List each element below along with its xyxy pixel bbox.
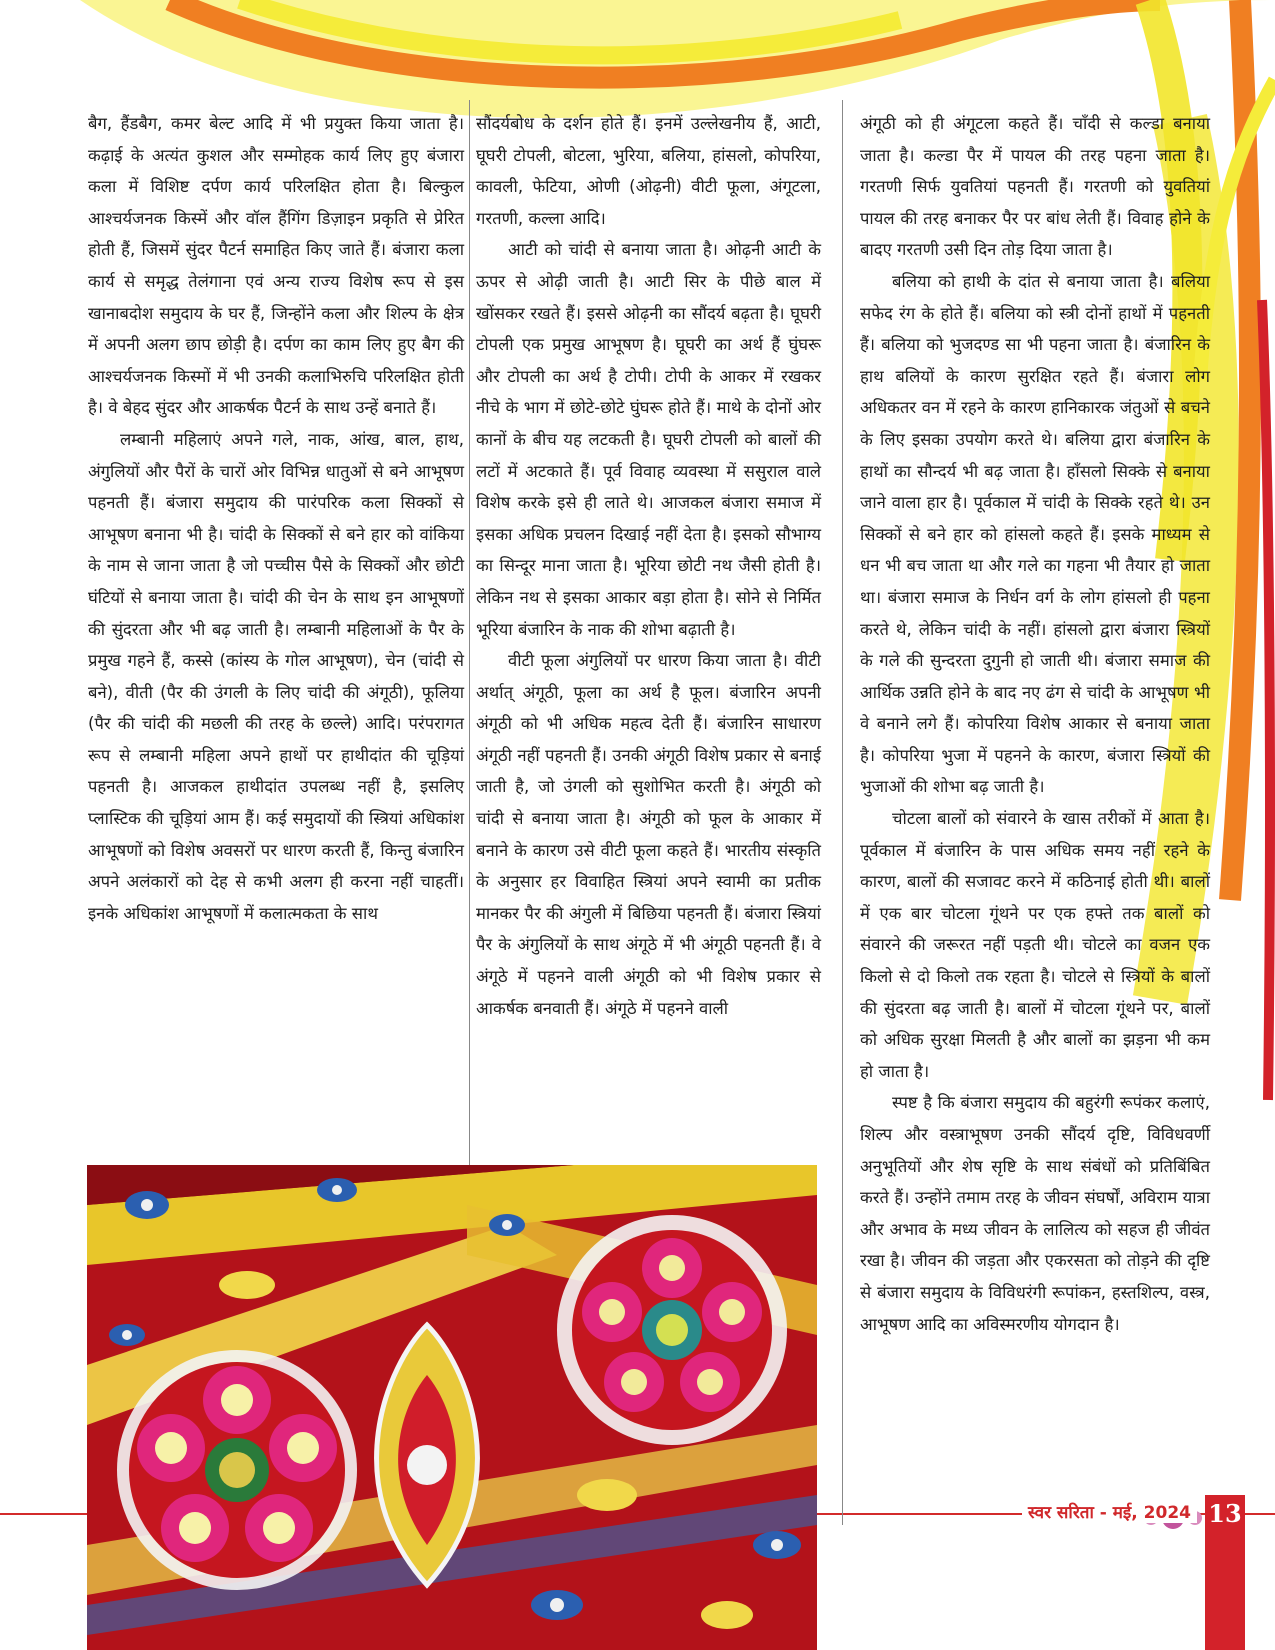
article-column-3 [860, 108, 1210, 1340]
column-divider [842, 100, 843, 1525]
column-divider [469, 100, 470, 1165]
paragraph: बलिया को हाथी के दांत से बनाया जाता है। बलिया सफेद रंग के होते हैं। बलिया को स्त्री दोनों हाथों में पहनती हैं। बलिया को भुजदण्ड सा भी पहना जाता है। बंजारिन के हाथ बलियों के कारण सुरक्षित रहते हैं। बंजारा लोग अधिकतर वन में रहने के कारण हानिकारक जंतुओं से बचने के लिए इसका उपयोग करते थे। बलिया द्वारा बंजारिन के हाथों का सौन्दर्य भी बढ़ जाता है। हाँसलो सिक्के से बनाया जाने वाला हार है। पूर्वकाल में चांदी के सिक्के रहते थे। उन सिक्कों से बने हार को हांसलो कहते हैं। इसके माध्यम से धन भी बच जाता था और गले का गहना भी तैयार हो जाता था। बंजारा समाज के निर्धन वर्ग के लोग हांसलो ही पहना करते थे, लेकिन चांदी के नहीं। हांसलो द्वारा बंजारा स्त्रियों के गले की सुन्दरता दुगुनी हो जाती थी। बंजारा समाज की आर्थिक उन्नति होने के बाद नए ढंग से चांदी के आभूषण भी वे बनाने लगे हैं। कोपरिया विशेष आकार से बनाया जाता है। कोपरिया भुजा में पहनने के कारण, बंजारा स्त्रियों की भुजाओं की शोभा बढ़ जाती है। [860, 271, 1210, 797]
paragraph: बैग, हैंडबैग, कमर बेल्ट आदि में भी प्रयुक्त किया जाता है। कढ़ाई के अत्यंत कुशल और सम्मोहक कार्य लिए हुए बंजारा कला में विशिष्ट दर्पण कार्य परिलक्षित होता है। बिल्कुल आश्चर्यजनक किस्में और वॉल हैंगिंग डिज़ाइन प्रकृति से प्रेरित होती हैं, जिसमें सुंदर पैटर्न समाहित किए जाते हैं। बंजारा कला कार्य से समृद्ध तेलंगाना एवं अन्य राज्य विशेष रूप से इस खानाबदोश समुदाय के घर हैं, जिन्होंने कला और शिल्प के क्षेत्र में अपनी अलग छाप छोड़ी है। दर्पण का काम लिए हुए बैग की आश्चर्यजनक किस्मों में भी उनकी कलाभिरुचि परिलक्षित होती है। वे बेहद सुंदर और आकर्षक पैटर्न के साथ उन्हें बनाते हैं। [88, 114, 464, 418]
embroidery-photo [87, 1165, 817, 1650]
paragraph: वीटी फूला अंगुलियों पर धारण किया जाता है। वीटी अर्थात् अंगूठी, फूला का अर्थ है फूल। बंजारिन अपनी अंगूठी को भी अधिक महत्व देती हैं। बंजारिन साधारण अंगूठी नहीं पहनती हैं। उनकी अंगूठी विशेष प्रकार से बनाई जाती है, जो उंगली को सुशोभित करती है। अंगूठी को चांदी से बनाया जाता है। अंगूठी को फूल के आकार में बनाने के कारण उसे वीटी फूला कहते हैं। भारतीय संस्कृति के अनुसार हर विवाहित स्त्रियां अपने स्वामी का प्रतीक मानकर पैर की अंगुली में बिछिया पहनती हैं। बंजारा स्त्रियां पैर के अंगुलियों के साथ अंगूठे में भी अंगूठी पहनती हैं। वे अंगूठे में पहनने वाली अंगूठी को भी विशेष प्रकार से आकर्षक बनवाती हैं। अंगूठे में पहनने वाली [476, 651, 821, 1018]
article-column-2 [476, 108, 821, 1024]
paragraph: सौंदर्यबोध के दर्शन होते हैं। इनमें उल्लेखनीय हैं, आटी, घूघरी टोपली, बोटला, भुरिया, बलिया, हांसलो, कोपरिया, कावली, फेटिया, ओणी (ओढ़नी) वीटी फूला, अंगूटला, गरतणी, कल्ला आदि। [476, 114, 821, 228]
paragraph: स्पष्ट है कि बंजारा समुदाय की बहुरंगी रूपंकर कलाएं, शिल्प और वस्त्राभूषण उनकी सौंदर्य दृष्टि, विविधवर्णी अनुभूतियों और शेष सृष्टि के साथ संबंधों को प्रतिबिंबित करते हैं। उन्होंने तमाम तरह के जीवन संघर्षों, अविराम यात्रा और अभाव के मध्य जीवन के लालित्य को सहज ही जीवंत रखा है। जीवन की जड़ता और एकरसता को तोड़ने की दृष्टि से बंजारा समुदाय के विविधरंगी रूपांकन, हस्तशिल्प, वस्त्र, आभूषण आदि का अविस्मरणीय योगदान है। [860, 1093, 1210, 1334]
article-column-1 [88, 108, 464, 929]
paragraph: लम्बानी महिलाएं अपने गले, नाक, आंख, बाल, हाथ, अंगुलियों और पैरों के चारों ओर विभिन्न धातुओं से बने आभूषण पहनती हैं। बंजारा समुदाय की पारंपरिक कला सिक्कों से आभूषण बनाना भी है। चांदी के सिक्कों से बने हार को वांकिया के नाम से जाना जाता है जो पच्चीस पैसे के सिक्कों और छोटी घंटियों से बनाया जाता है। चांदी की चेन के साथ इन आभूषणों की सुंदरता और भी बढ़ जाती है। लम्बानी महिलाओं के पैर के प्रमुख गहने हैं, कस्से (कांस्य के गोल आभूषण), चेन (चांदी से बने), वीती (पैर की उंगली के लिए चांदी की अंगूठी), फूलिया (पैर की चांदी की मछली की तरह के छल्ले) आदि। परंपरागत रूप से लम्बानी महिला अपने हाथों पर हाथीदांत की चूड़ियां पहनती है। आजकल हाथीदांत उपलब्ध नहीं है, इसलिए प्लास्टिक की चूड़ियां आम हैं। कई समुदायों की स्त्रियां अधिकांश आभूषणों को विशेष अवसरों पर धारण करती हैं, किन्तु बंजारिन अपने अलंकारों को देह से कभी अलग ही करना नहीं चाहतीं। इनके अधिकांश आभूषणों में कलात्मकता के साथ [88, 429, 464, 923]
paragraph: चोटला बालों को संवारने के खास तरीकों में आता है। पूर्वकाल में बंजारिन के पास अधिक समय नहीं रहने के कारण, बालों की सजावट करने में कठिनाई होती थी। बालों में एक बार चोटला गूंथने पर एक हफ्ते तक बालों को संवारने की जरूरत नहीं पड़ती थी। चोटले का वजन एक किलो से दो किलो तक रहता है। चोटले से स्त्रियों के बालों की सुंदरता बढ़ जाती है। बालों में चोटला गूंथने पर, बालों को अधिक सुरक्षा मिलती है और बालों का झड़ना भी कम हो जाता है। [860, 809, 1210, 1081]
paragraph: आटी को चांदी से बनाया जाता है। ओढ़नी आटी के ऊपर से ओढ़ी जाती है। आटी सिर के पीछे बाल में खोंसकर रखते हैं। इससे ओढ़नी का सौंदर्य बढ़ता है। घूघरी टोपली एक प्रमुख आभूषण है। घूघरी का अर्थ हैं घुंघरू और टोपली का अर्थ है टोपी। टोपी के आकर में रखकर नीचे के भाग में छोटे-छोटे घुंघरू होते हैं। माथे के दोनों ओर कानों के बीच यह लटकती है। घूघरी टोपली को बालों की लटों में अटकाते हैं। पूर्व विवाह व्यवस्था में ससुराल वाले विशेष करके इसे ही लाते थे। आजकल बंजारा समाज में इसका अधिक प्रचलन दिखाई नहीं देता है। इसको सौभाग्य का सिन्दूर माना जाता है। भूरिया छोटी नथ जैसी होती है। लेकिन नथ से इसका आकार बड़ा होता है। सोने से निर्मित भूरिया बंजारिन के नाक की शोभा बढ़ाती है। [476, 240, 821, 639]
magazine-name-date: स्वर सरिता - मई, 2024 [1022, 1500, 1197, 1523]
page-number: 13 [1205, 1495, 1245, 1650]
paragraph: अंगूठी को ही अंगूटला कहते हैं। चाँदी से कल्डा बनाया जाता है। कल्डा पैर में पायल की तरह पहना जाता है। गरतणी सिर्फ युवतियां पहनती हैं। गरतणी को युवतियां पायल की तरह बनाकर पैर पर बांध लेती हैं। विवाह होने के बादए गरतणी उसी दिन तोड़ दिया जाता है। [860, 114, 1210, 260]
